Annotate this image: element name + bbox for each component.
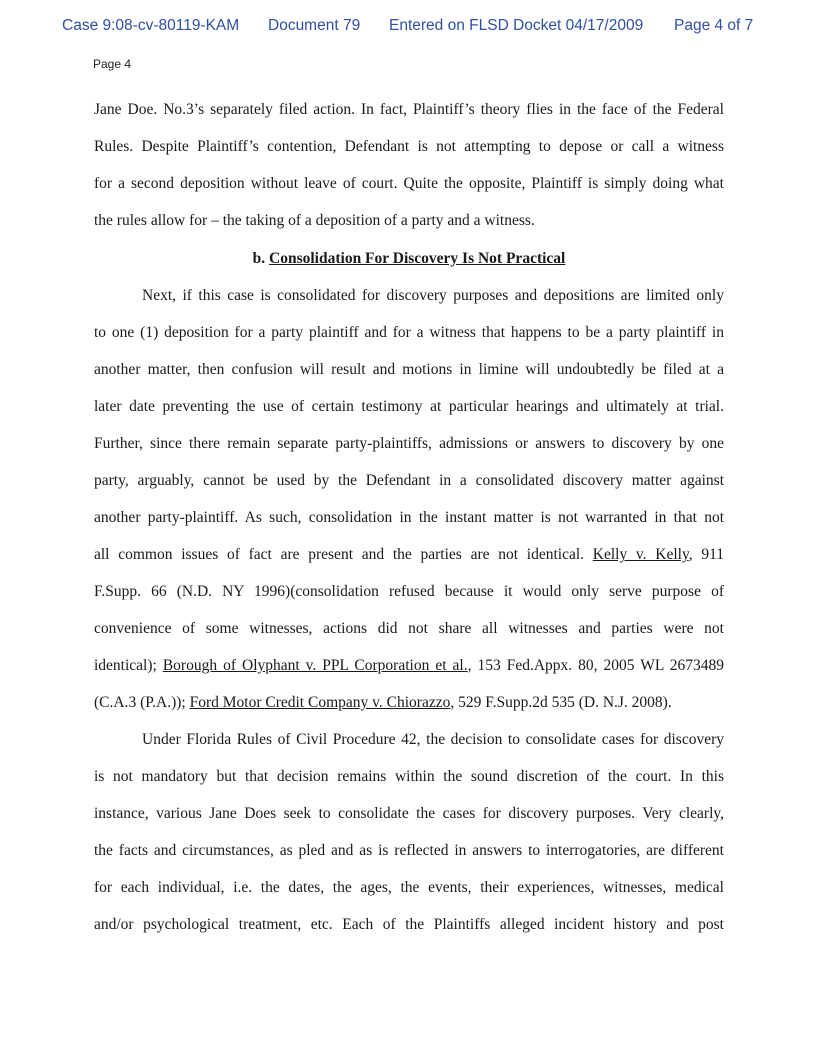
case-citation: Ford Motor Credit Company v. Chiorazzo bbox=[189, 694, 451, 711]
case-citation: Kelly v. Kelly bbox=[592, 546, 689, 563]
line-text: identical); bbox=[94, 657, 157, 674]
text-line: the rules allow for – the taking of a deposition of a party and a witness. bbox=[94, 212, 535, 229]
line-text: , 529 F.Supp.2d 535 (D. N.J. 2008). bbox=[450, 694, 672, 711]
text-line: and/or psychological treatment, etc. Each of the Plaintiffs alleged incident history and post bbox=[94, 916, 724, 933]
line-text: all common issues of fact are present and the parties are not identical. bbox=[94, 546, 585, 563]
line-text: (C.A.3 (P.A.)); bbox=[94, 694, 186, 711]
text-line: for a second deposition without leave of court. Quite the opposite, Plaintiff is simply doing what bbox=[94, 175, 724, 192]
text-line: another matter, then confusion will result and motions in limine will undoubtedly be filed at a bbox=[94, 361, 724, 378]
section-heading bbox=[94, 249, 724, 269]
text-line bbox=[94, 693, 724, 713]
heading-title: Consolidation For Discovery Is Not Practical bbox=[269, 250, 566, 267]
text-line: is not mandatory but that decision remains within the sound discretion of the court. In this bbox=[94, 768, 724, 785]
text-line: later date preventing the use of certain testimony at particular hearings and ultimately at trial. bbox=[94, 398, 724, 415]
text-line: Rules. Despite Plaintiff’s contention, Defendant is not attempting to depose or call a witness bbox=[94, 138, 724, 155]
heading-prefix: b. bbox=[252, 250, 266, 267]
page-count: Page 4 of 7 bbox=[674, 17, 754, 34]
document-number: Document 79 bbox=[268, 17, 361, 34]
text-line: to one (1) deposition for a party plaintiff and for a witness that happens to be a party plaintiff in bbox=[94, 324, 724, 341]
text-line: Jane Doe. No.3’s separately filed action. In fact, Plaintiff’s theory flies in the face of the Federal bbox=[94, 101, 724, 118]
text-line bbox=[94, 545, 724, 565]
line-text: , 153 Fed.Appx. 80, 2005 WL 2673489 bbox=[467, 657, 724, 674]
docket-header bbox=[0, 17, 816, 39]
text-line: the facts and circumstances, as pled and as is reflected in answers to interrogatories, are different bbox=[94, 842, 724, 859]
text-line: instance, various Jane Does seek to consolidate the cases for discovery purposes. Very clearly, bbox=[94, 805, 724, 822]
text-line: another party-plaintiff. As such, consolidation in the instant matter is not warranted in that not bbox=[94, 509, 724, 526]
text-line: party, arguably, cannot be used by the Defendant in a consolidated discovery matter against bbox=[94, 472, 724, 489]
page-label: Page 4 bbox=[93, 57, 132, 71]
case-citation: Borough of Olyphant v. PPL Corporation et al. bbox=[162, 657, 468, 674]
text-line: Next, if this case is consolidated for discovery purposes and depositions are limited only bbox=[142, 287, 724, 304]
text-line: Further, since there remain separate party-plaintiffs, admissions or answers to discovery by one bbox=[94, 435, 724, 452]
text-line: for each individual, i.e. the dates, the ages, the events, their experiences, witnesses, medical bbox=[94, 879, 724, 896]
text-line bbox=[94, 656, 724, 676]
line-text: , 911 bbox=[688, 546, 725, 563]
text-line: Under Florida Rules of Civil Procedure 42, the decision to consolidate cases for discovery bbox=[142, 731, 724, 748]
docket-entry: Entered on FLSD Docket 04/17/2009 bbox=[389, 17, 644, 34]
text-line: F.Supp. 66 (N.D. NY 1996)(consolidation refused because it would only serve purpose of bbox=[94, 583, 724, 600]
case-number: Case 9:08-cv-80119-KAM bbox=[62, 17, 240, 34]
text-line: convenience of some witnesses, actions did not share all witnesses and parties were not bbox=[94, 620, 724, 637]
